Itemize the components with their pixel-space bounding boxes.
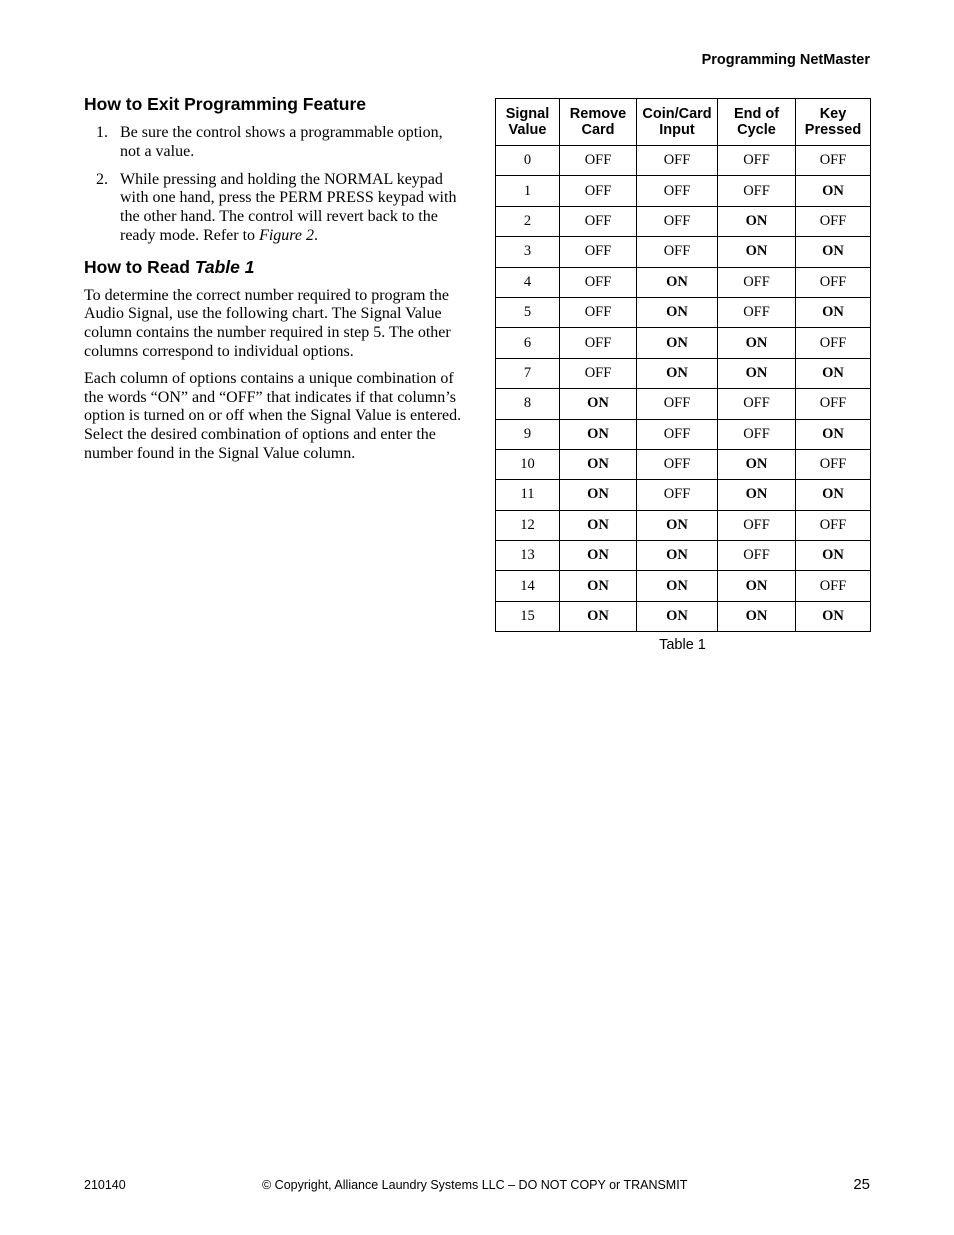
table-row xyxy=(496,389,871,419)
option-state-cell: OFF xyxy=(796,389,871,419)
option-state-cell: OFF xyxy=(796,146,871,176)
option-state-cell: ON xyxy=(796,237,871,267)
option-state-cell: OFF xyxy=(637,389,718,419)
option-state-cell: ON xyxy=(637,267,718,297)
option-state-cell: ON xyxy=(718,601,796,631)
signal-value-cell: 11 xyxy=(496,480,560,510)
table-row xyxy=(496,176,871,206)
option-state-cell: ON xyxy=(637,571,718,601)
signal-value-cell: 4 xyxy=(496,267,560,297)
table-row xyxy=(496,601,871,631)
option-state-cell: OFF xyxy=(560,206,637,236)
option-state-cell: OFF xyxy=(637,419,718,449)
option-state-cell: OFF xyxy=(637,449,718,479)
signal-value-cell: 2 xyxy=(496,206,560,236)
option-state-cell: OFF xyxy=(637,176,718,206)
table-row xyxy=(496,480,871,510)
option-state-cell: ON xyxy=(637,328,718,358)
option-state-cell: OFF xyxy=(637,237,718,267)
option-state-cell: ON xyxy=(560,510,637,540)
option-state-cell: OFF xyxy=(796,449,871,479)
option-state-cell: OFF xyxy=(718,267,796,297)
signal-value-cell: 15 xyxy=(496,601,560,631)
step-text: While pressing and holding the NORMAL keypad with one hand, press the PERM PRESS keypad with the other hand. The control will revert back to the ready mode. Refer to xyxy=(120,170,457,244)
signal-value-cell: 8 xyxy=(496,389,560,419)
step-text: Be sure the control shows a programmable option, not a value. xyxy=(120,124,443,160)
signal-value-cell: 0 xyxy=(496,146,560,176)
option-state-cell: ON xyxy=(796,358,871,388)
copyright-notice: © Copyright, Alliance Laundry Systems LLC – DO NOT COPY or TRANSMIT xyxy=(262,1178,688,1192)
option-state-cell: ON xyxy=(718,571,796,601)
option-state-cell: OFF xyxy=(796,571,871,601)
option-state-cell: OFF xyxy=(560,297,637,327)
option-state-cell: OFF xyxy=(637,480,718,510)
signal-value-cell: 9 xyxy=(496,419,560,449)
option-state-cell: OFF xyxy=(718,419,796,449)
option-state-cell: ON xyxy=(637,601,718,631)
table-body xyxy=(496,146,871,632)
option-state-cell: OFF xyxy=(560,328,637,358)
table-row xyxy=(496,449,871,479)
step-number: 2. xyxy=(96,170,108,188)
table-row xyxy=(496,419,871,449)
option-state-cell: OFF xyxy=(560,267,637,297)
option-state-cell: ON xyxy=(637,541,718,571)
signal-value-cell: 13 xyxy=(496,541,560,571)
option-state-cell: ON xyxy=(560,571,637,601)
option-state-cell: OFF xyxy=(637,146,718,176)
option-state-cell: ON xyxy=(796,297,871,327)
table-row xyxy=(496,237,871,267)
table-row xyxy=(496,297,871,327)
option-state-cell: ON xyxy=(560,541,637,571)
page-number: 25 xyxy=(853,1176,870,1193)
table-caption: Table 1 xyxy=(659,637,706,654)
option-state-cell: ON xyxy=(560,449,637,479)
option-state-cell: ON xyxy=(796,480,871,510)
heading-table-ref: Table 1 xyxy=(194,256,255,277)
option-state-cell: OFF xyxy=(718,146,796,176)
option-state-cell: OFF xyxy=(796,510,871,540)
figure-reference: Figure 2 xyxy=(259,226,315,244)
signal-value-cell: 5 xyxy=(496,297,560,327)
option-state-cell: OFF xyxy=(560,146,637,176)
signal-value-cell: 3 xyxy=(496,237,560,267)
table-row xyxy=(496,358,871,388)
option-state-cell: OFF xyxy=(796,206,871,236)
paragraph: To determine the correct number required to program the Audio Signal, use the following chart. The Signal Value column contains the number required in step 5. The other columns correspond to individual options. xyxy=(84,286,451,360)
list-item xyxy=(84,171,462,246)
step-text-end: . xyxy=(314,226,319,244)
signal-value-cell: 1 xyxy=(496,176,560,206)
signal-value-cell: 14 xyxy=(496,571,560,601)
exit-heading: How to Exit Programming Feature xyxy=(84,94,366,114)
option-state-cell: OFF xyxy=(560,237,637,267)
option-state-cell: OFF xyxy=(637,206,718,236)
column-header-signal-value: Signal Value xyxy=(496,99,560,146)
document-number: 210140 xyxy=(84,1178,126,1192)
table-row xyxy=(496,206,871,236)
option-state-cell: OFF xyxy=(718,541,796,571)
option-state-cell: ON xyxy=(718,206,796,236)
option-state-cell: ON xyxy=(796,176,871,206)
option-state-cell: ON xyxy=(560,601,637,631)
table-row xyxy=(496,541,871,571)
list-item xyxy=(84,124,462,162)
option-state-cell: ON xyxy=(637,358,718,388)
heading-text: How to Read xyxy=(84,256,195,277)
column-header-key-pressed: Key Pressed xyxy=(796,99,871,146)
step-number: 1. xyxy=(96,124,108,141)
option-state-cell: ON xyxy=(560,389,637,419)
option-state-cell: ON xyxy=(796,419,871,449)
signal-value-table xyxy=(495,98,871,632)
signal-value-cell: 6 xyxy=(496,328,560,358)
read-table-heading xyxy=(84,255,462,279)
option-state-cell: OFF xyxy=(718,510,796,540)
option-state-cell: OFF xyxy=(718,297,796,327)
signal-table-container xyxy=(495,98,870,653)
option-state-cell: OFF xyxy=(718,389,796,419)
option-state-cell: ON xyxy=(796,601,871,631)
option-state-cell: ON xyxy=(796,541,871,571)
column-header-end-of-cycle: End of Cycle xyxy=(718,99,796,146)
exit-steps-list xyxy=(84,124,462,246)
option-state-cell: ON xyxy=(718,480,796,510)
signal-value-cell: 7 xyxy=(496,358,560,388)
option-state-cell: ON xyxy=(718,237,796,267)
option-state-cell: OFF xyxy=(718,176,796,206)
column-header-coin-card-input: Coin/Card Input xyxy=(637,99,718,146)
option-state-cell: ON xyxy=(718,358,796,388)
table-row xyxy=(496,146,871,176)
table-row xyxy=(496,328,871,358)
option-state-cell: ON xyxy=(637,297,718,327)
table-row xyxy=(496,267,871,297)
signal-value-cell: 10 xyxy=(496,449,560,479)
column-header-remove-card: Remove Card xyxy=(560,99,637,146)
table-row xyxy=(496,510,871,540)
option-state-cell: OFF xyxy=(796,328,871,358)
option-state-cell: ON xyxy=(560,419,637,449)
table-header-row xyxy=(496,99,871,146)
paragraph: Each column of options contains a unique combination of the words “ON” and “OFF” that indicates if that column’s option is turned on or off when the Signal Value is entered. Select the desired combination of options and enter the number found in the Signal Value column. xyxy=(84,370,462,462)
option-state-cell: ON xyxy=(637,510,718,540)
running-header: Programming NetMaster xyxy=(701,52,870,68)
signal-value-cell: 12 xyxy=(496,510,560,540)
table-row xyxy=(496,571,871,601)
option-state-cell: OFF xyxy=(796,267,871,297)
left-column xyxy=(84,92,462,472)
option-state-cell: ON xyxy=(718,328,796,358)
option-state-cell: OFF xyxy=(560,358,637,388)
option-state-cell: OFF xyxy=(560,176,637,206)
option-state-cell: ON xyxy=(718,449,796,479)
option-state-cell: ON xyxy=(560,480,637,510)
